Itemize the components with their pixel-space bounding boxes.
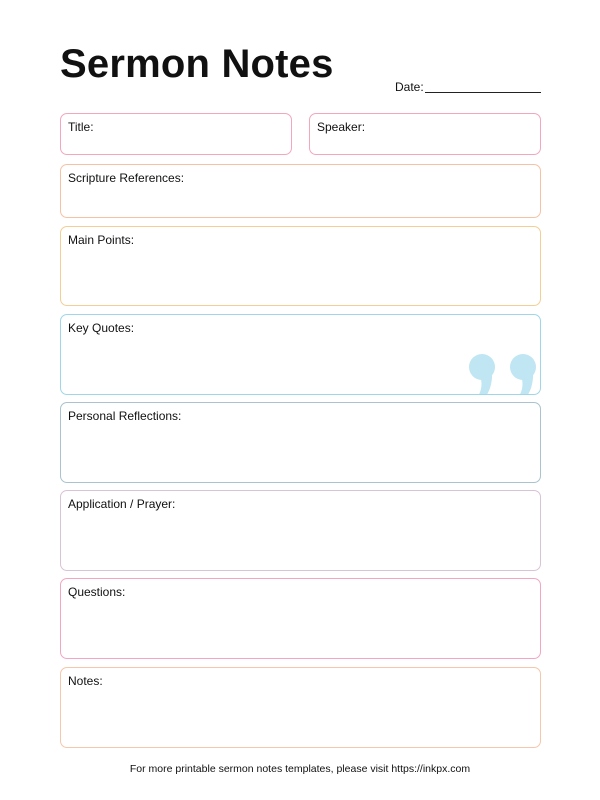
main-points-label: Main Points: (68, 233, 135, 247)
questions-label: Questions: (68, 585, 126, 599)
personal-reflections-label: Personal Reflections: (68, 409, 182, 423)
date-underline (425, 79, 541, 93)
footer-text: For more printable sermon notes templates, please visit https://inkpx.com (129, 763, 471, 775)
speaker-label: Speaker: (317, 120, 366, 134)
key-quotes-label: Key Quotes: (68, 321, 135, 335)
notes-label: Notes: (68, 674, 103, 688)
application-prayer-box[interactable] (60, 490, 541, 571)
scripture-references-box[interactable] (60, 164, 541, 218)
title-box[interactable] (60, 113, 292, 155)
page-title: Sermon Notes (60, 42, 334, 86)
quote-icon (466, 350, 541, 395)
personal-reflections-box[interactable] (60, 402, 541, 483)
application-prayer-label: Application / Prayer: (68, 497, 176, 511)
main-points-box[interactable] (60, 226, 541, 306)
notes-box[interactable] (60, 667, 541, 748)
date-field[interactable] (395, 77, 541, 93)
title-label: Title: (68, 120, 94, 134)
date-label: Date: (395, 80, 424, 94)
questions-box[interactable] (60, 578, 541, 659)
scripture-references-label: Scripture References: (68, 171, 185, 185)
speaker-box[interactable] (309, 113, 541, 155)
key-quotes-box[interactable] (60, 314, 541, 395)
